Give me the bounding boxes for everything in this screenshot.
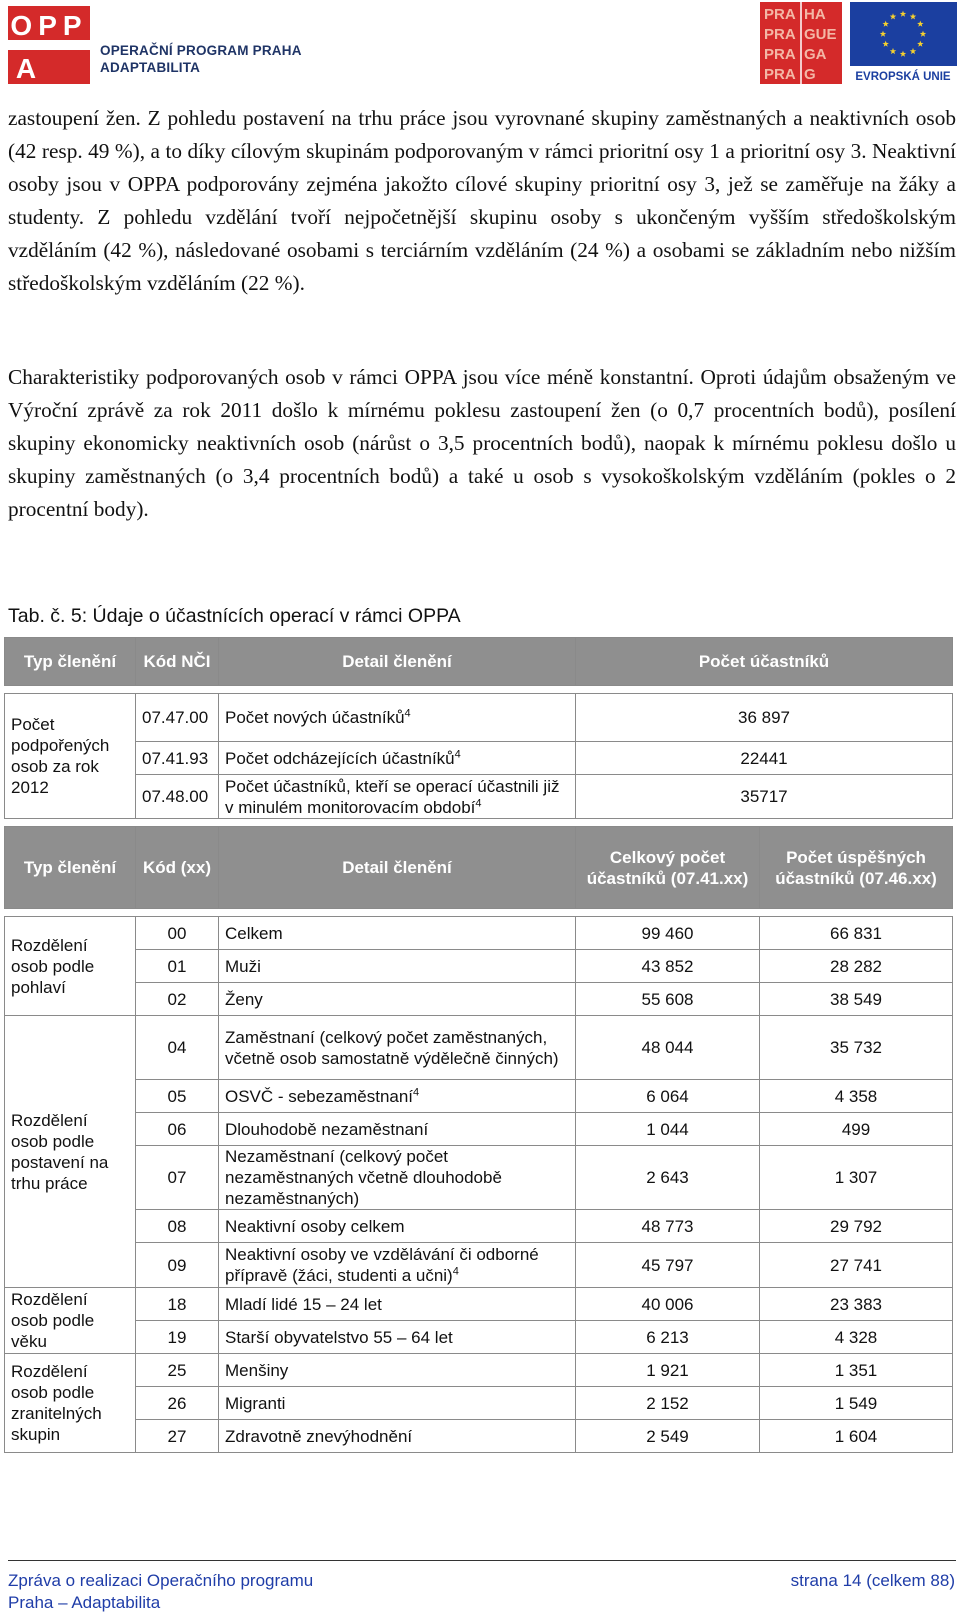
group-label: Rozdělení osob podle věku: [5, 1288, 136, 1354]
svg-text:G: G: [804, 66, 816, 83]
total-cell: 99 460: [576, 917, 760, 950]
success-cell: 4 328: [760, 1321, 953, 1354]
svg-text:PRA: PRA: [764, 66, 796, 83]
group-label: Rozdělení osob podle pohlaví: [5, 917, 136, 1016]
table-row: [5, 1288, 953, 1321]
detail-text: Ženy: [225, 989, 263, 1009]
detail-cell: [219, 1321, 576, 1354]
code-cell: 07.48.00: [136, 775, 219, 819]
success-cell: 27 741: [760, 1243, 953, 1288]
detail-text: Počet nových účastníků: [225, 708, 405, 727]
detail-cell: [219, 983, 576, 1016]
total-cell: 2 152: [576, 1387, 760, 1420]
detail-cell: [219, 742, 576, 775]
paragraph-1: zastoupení žen. Z pohledu postavení na trhu práce jsou vyrovnané skupiny zaměstnaných a neaktivních osob (42 resp. 49 %), a to díky cílovým skupinám podporovaným v rámci prioritní osy 1 a prioritní osy 3. Neaktivní osoby jsou v OPPA podporovány zejména jakožto cílové skupiny prioritní osy 3, jež se zaměřuje na žáky a studenty. Z pohledu vzdělání tvoří nejpočetnější skupinu osoby s ukončeným vyšším středoškolským vzděláním (42 %), následované osobami s terciárním vzděláním (24 %) a osobami se základním nebo nižším středoškolským vzděláním (22 %).: [8, 106, 956, 295]
detail-cell: [219, 775, 576, 819]
detail-text: Menšiny: [225, 1360, 289, 1380]
footnote-ref: 4: [454, 747, 461, 760]
table-row: [5, 1080, 953, 1113]
count-cell: 22441: [576, 742, 953, 775]
table-row: [5, 775, 953, 819]
success-cell: 38 549: [760, 983, 953, 1016]
total-cell: 1 921: [576, 1354, 760, 1387]
detail-cell: [219, 1080, 576, 1113]
detail-cell: [219, 1243, 576, 1288]
table-row: [5, 1210, 953, 1243]
footer-report-title: [8, 1570, 313, 1614]
header-code: Kód (xx): [136, 827, 219, 909]
detail-text: Zaměstnaní (celkový počet zaměstnaných, včetně osob samostatně výdělečně činných): [225, 1027, 559, 1068]
success-cell: 1 307: [760, 1146, 953, 1210]
detail-cell: [219, 1113, 576, 1146]
detail-cell: [219, 1354, 576, 1387]
total-cell: 1 044: [576, 1113, 760, 1146]
program-line2: ADAPTABILITA: [100, 60, 201, 75]
header-count: Počet účastníků: [576, 638, 953, 686]
total-cell: 45 797: [576, 1243, 760, 1288]
success-cell: 29 792: [760, 1210, 953, 1243]
footnote-ref: 4: [452, 1265, 459, 1278]
detail-text: Dlouhodobě nezaměstnaní: [225, 1119, 429, 1139]
detail-cell: [219, 950, 576, 983]
detail-cell: [219, 1288, 576, 1321]
total-cell: 48 044: [576, 1016, 760, 1080]
praha-logo: [760, 2, 842, 84]
code-cell: 00: [136, 917, 219, 950]
program-line1: OPERAČNÍ PROGRAM PRAHA: [100, 43, 302, 58]
table-row: [5, 983, 953, 1016]
svg-text:A: A: [15, 53, 37, 84]
detail-cell: [219, 917, 576, 950]
table-row: [5, 742, 953, 775]
code-cell: 07.41.93: [136, 742, 219, 775]
detail-cell: [219, 1420, 576, 1453]
header-detail: Detail členění: [219, 827, 576, 909]
detail-text: Neaktivní osoby celkem: [225, 1216, 405, 1236]
header-total: Celkový počet účastníků (07.41.xx): [576, 827, 760, 909]
detail-text: Mladí lidé 15 – 24 let: [225, 1294, 382, 1314]
code-cell: 18: [136, 1288, 219, 1321]
detail-text: Počet odcházejících účastníků: [225, 748, 455, 768]
code-cell: 07.47.00: [136, 694, 219, 742]
total-cell: 2 549: [576, 1420, 760, 1453]
gap-cell: [5, 909, 953, 917]
table-row: [5, 917, 953, 950]
footer-page-number: strana 14 (celkem 88): [790, 1571, 955, 1590]
code-cell: 09: [136, 1243, 219, 1288]
code-cell: 04: [136, 1016, 219, 1080]
svg-text:HA: HA: [804, 6, 826, 23]
total-cell: 48 773: [576, 1210, 760, 1243]
table-row: [5, 1146, 953, 1210]
detail-cell: [219, 694, 576, 742]
detail-text: Starší obyvatelstvo 55 – 64 let: [225, 1327, 453, 1347]
table-gap: [5, 909, 953, 917]
success-cell: 499: [760, 1113, 953, 1146]
code-cell: 06: [136, 1113, 219, 1146]
success-cell: 23 383: [760, 1288, 953, 1321]
table-row: [5, 694, 953, 742]
group-label: Rozdělení osob podle postavení na trhu práce: [5, 1016, 136, 1288]
success-cell: 1 549: [760, 1387, 953, 1420]
page-header: [0, 0, 960, 92]
header-type: Typ členění: [5, 638, 136, 686]
footer-rule: [8, 1560, 956, 1561]
success-cell: 4 358: [760, 1080, 953, 1113]
paragraph-2: Charakteristiky podporovaných osob v rámci OPPA jsou více méně konstantní. Oproti údajům obsaženým ve Výroční zprávě za rok 2011 došlo k mírnému poklesu zastoupení žen (o 0,7 procentních bodů), posílení skupiny ekonomicky neaktivních osob (nárůst o 3,5 procentních bodů), naopak k mírnému poklesu došlo u skupiny zaměstnaných (o 3,4 procentních bodů) a také u osob s vysokoškolským vzděláním (pokles o 2 procentní body).: [8, 365, 956, 521]
detail-text: Celkem: [225, 923, 283, 943]
total-cell: 55 608: [576, 983, 760, 1016]
code-cell: 02: [136, 983, 219, 1016]
code-cell: 07: [136, 1146, 219, 1210]
detail-cell: [219, 1016, 576, 1080]
svg-text:PRA: PRA: [764, 26, 796, 43]
footnote-ref: 4: [475, 796, 482, 809]
code-cell: 19: [136, 1321, 219, 1354]
group-label: Rozdělení osob podle zranitelných skupin: [5, 1354, 136, 1453]
program-name: [100, 42, 302, 76]
footer-line2: Praha – Adaptabilita: [8, 1593, 161, 1612]
code-cell: 05: [136, 1080, 219, 1113]
detail-cell: [219, 1146, 576, 1210]
footer-line1: Zpráva o realizaci Operačního programu: [8, 1571, 314, 1590]
group-label: Počet podpořených osob za rok 2012: [5, 694, 136, 819]
gap-cell: [5, 686, 953, 694]
total-cell: 40 006: [576, 1288, 760, 1321]
detail-text: Nezaměstnaní (celkový počet nezaměstnaných včetně dlouhodobě nezaměstnaných): [225, 1147, 502, 1208]
code-cell: 26: [136, 1387, 219, 1420]
count-cell: 35717: [576, 775, 953, 819]
total-cell: 6 213: [576, 1321, 760, 1354]
header-detail: Detail členění: [219, 638, 576, 686]
table-row: [5, 1016, 953, 1080]
svg-text:GUE: GUE: [804, 26, 837, 43]
svg-text:PRA: PRA: [764, 46, 796, 63]
table-caption: Tab. č. 5: Údaje o účastnících operací v rámci OPPA: [8, 605, 461, 627]
eu-flag-logo: [850, 2, 957, 84]
table-row: [5, 1387, 953, 1420]
eu-caption: EVROPSKÁ UNIE: [855, 71, 951, 83]
success-cell: 35 732: [760, 1016, 953, 1080]
code-cell: 08: [136, 1210, 219, 1243]
success-cell: 1 604: [760, 1420, 953, 1453]
detail-cell: [219, 1210, 576, 1243]
total-cell: 2 643: [576, 1146, 760, 1210]
table-header-row: [5, 638, 953, 686]
participants-table: [4, 637, 953, 1453]
table-row: [5, 1243, 953, 1288]
svg-text:GA: GA: [804, 46, 827, 63]
detail-text: Neaktivní osoby ve vzdělávání či odborné přípravě (žáci, studenti a učni): [225, 1245, 539, 1285]
table-row: [5, 1113, 953, 1146]
header-success: Počet úspěšných účastníků (07.46.xx): [760, 827, 953, 909]
svg-text:OPP: OPP: [10, 10, 88, 41]
svg-text:PRA: PRA: [764, 6, 796, 23]
gap-cell: [5, 819, 953, 827]
detail-text: Počet účastníků, kteří se operací účastnili již v minulém monitorovacím období: [225, 776, 560, 817]
footnote-ref: 4: [404, 707, 411, 720]
header-type: Typ členění: [5, 827, 136, 909]
detail-text: OSVČ - sebezaměstnaní: [225, 1086, 414, 1106]
table-row: [5, 1354, 953, 1387]
detail-text: Muži: [225, 956, 261, 976]
table-row: [5, 950, 953, 983]
success-cell: 66 831: [760, 917, 953, 950]
table-gap: [5, 686, 953, 694]
detail-cell: [219, 1387, 576, 1420]
code-cell: 25: [136, 1354, 219, 1387]
oppa-logo: [8, 6, 90, 84]
table-row: [5, 1420, 953, 1453]
total-cell: 43 852: [576, 950, 760, 983]
table-gap: [5, 819, 953, 827]
detail-text: Zdravotně znevýhodnění: [225, 1426, 413, 1446]
footnote-ref: 4: [413, 1085, 420, 1098]
code-cell: 27: [136, 1420, 219, 1453]
success-cell: 28 282: [760, 950, 953, 983]
count-cell: 36 897: [576, 694, 953, 742]
header-code: Kód NČI: [136, 638, 219, 686]
total-cell: 6 064: [576, 1080, 760, 1113]
code-cell: 01: [136, 950, 219, 983]
table-header-row-2: [5, 827, 953, 909]
success-cell: 1 351: [760, 1354, 953, 1387]
table-row: [5, 1321, 953, 1354]
detail-text: Migranti: [225, 1393, 286, 1413]
